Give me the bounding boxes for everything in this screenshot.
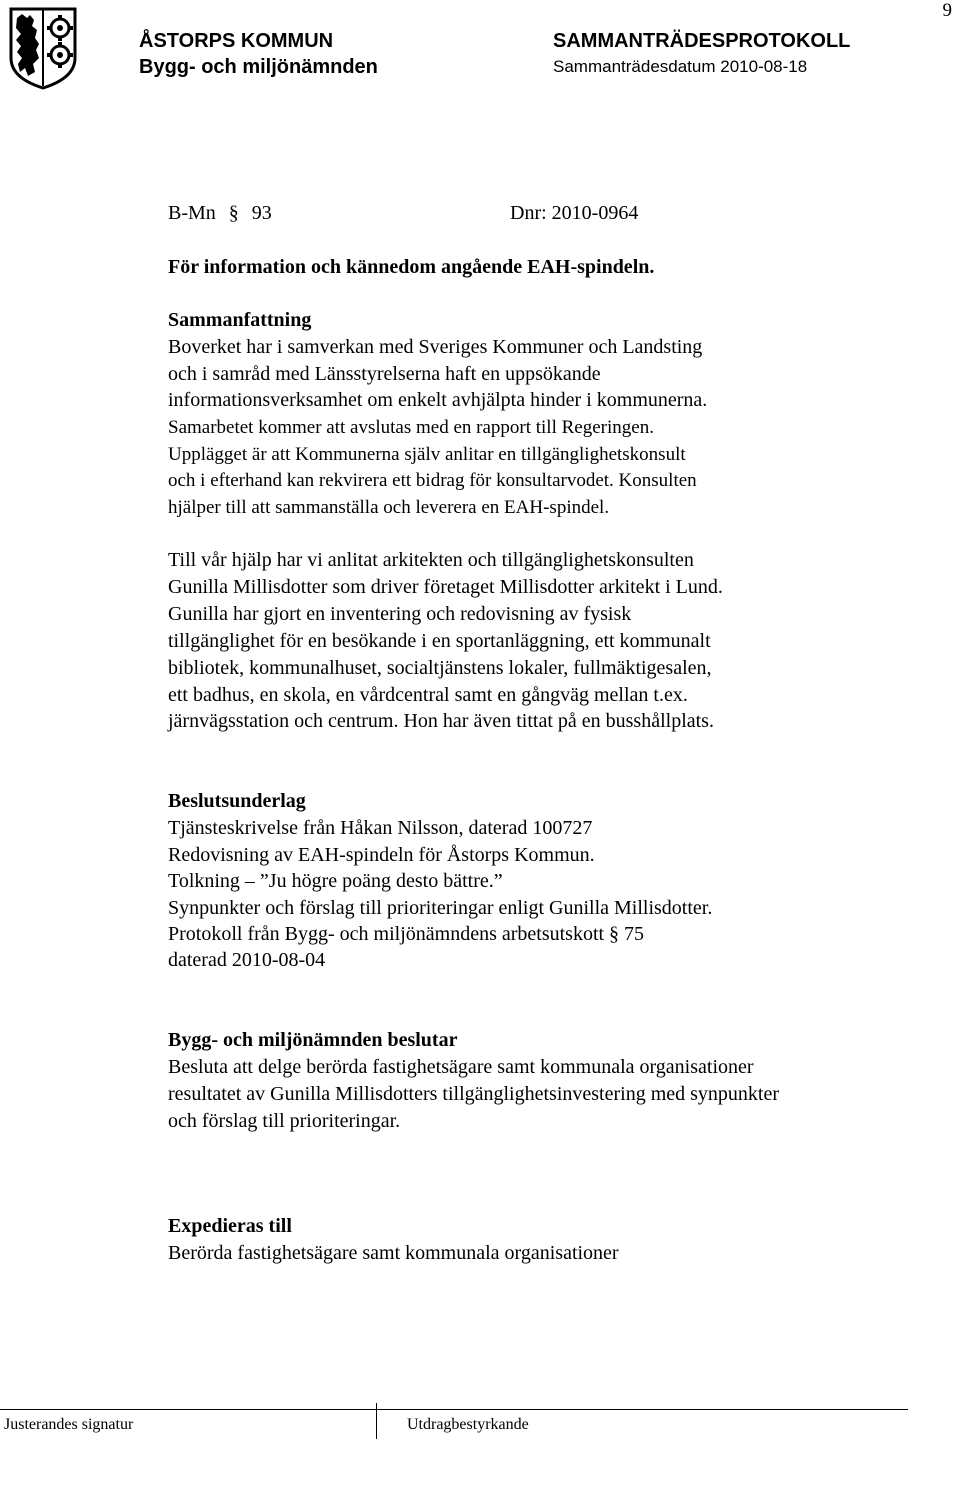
summary-heading: Sammanfattning — [168, 309, 312, 331]
case-title: För information och kännedom angående EAH-spindeln. — [168, 256, 655, 278]
summary-line: Upplägget är att Kommunerna själv anlitar en tillgänglighetskonsult — [168, 444, 686, 465]
organization-name: ÅSTORPS KOMMUN — [139, 30, 334, 52]
decision-line: och förslag till prioriteringar. — [168, 1110, 401, 1132]
signature-divider — [376, 1403, 377, 1439]
signature-rule — [0, 1409, 908, 1410]
basis-item: Tolkning – ”Ju högre poäng desto bättre.” — [168, 870, 503, 892]
meeting-date: Sammanträdesdatum 2010-08-18 — [553, 57, 808, 76]
dispatch-recipients: Berörda fastighetsägare samt kommunala organisationer — [168, 1242, 619, 1264]
summary-paragraph-line: Till vår hjälp har vi anlitat arkitekten och tillgänglighetskonsulten — [168, 549, 694, 571]
basis-item: Protokoll från Bygg- och miljönämndens arbetsutskott § 75 — [168, 923, 645, 945]
basis-item: Synpunkter och förslag till prioriteringar enligt Gunilla Millisdotter. — [168, 897, 713, 919]
page-number: 9 — [942, 0, 952, 21]
summary-line: informationsverksamhet om enkelt avhjälpta hinder i kommunerna. — [168, 389, 708, 411]
basis-item: daterad 2010-08-04 — [168, 949, 326, 971]
case-reference — [168, 202, 272, 225]
summary-paragraph-line: ett badhus, en skola, en vårdcentral samt en gångväg mellan t.ex. — [168, 684, 688, 706]
case-number: 93 — [251, 202, 272, 224]
summary-line: Boverket har i samverkan med Sveriges Kommuner och Landsting — [168, 336, 703, 358]
decision-line: Besluta att delge berörda fastighetsägare samt kommunala organisationer — [168, 1056, 754, 1078]
summary-paragraph-line: Gunilla har gjort en inventering och redovisning av fysisk — [168, 603, 632, 625]
case-dnr: Dnr: 2010-0964 — [510, 202, 639, 224]
committee-name: Bygg- och miljönämnden — [139, 56, 378, 78]
municipal-crest-icon — [8, 6, 78, 90]
utdragbestyrkande-label: Utdragbestyrkande — [407, 1416, 529, 1433]
section-symbol: § — [228, 202, 239, 224]
case-prefix: B-Mn — [168, 202, 216, 224]
summary-line: och i efterhand kan rekvirera ett bidrag för konsultarvodet. Konsulten — [168, 470, 697, 491]
basis-item: Tjänsteskrivelse från Håkan Nilsson, daterad 100727 — [168, 817, 593, 839]
summary-paragraph-line: Gunilla Millisdotter som driver företaget Millisdotter arkitekt i Lund. — [168, 576, 723, 598]
dispatch-heading: Expedieras till — [168, 1215, 292, 1237]
basis-heading: Beslutsunderlag — [168, 790, 306, 812]
summary-paragraph-line: bibliotek, kommunalhuset, socialtjänstens lokaler, fullmäktigesalen, — [168, 657, 712, 679]
summary-line: och i samråd med Länsstyrelserna haft en uppsökande — [168, 363, 601, 385]
decision-line: resultatet av Gunilla Millisdotters tillgänglighetsinvestering med synpunkter — [168, 1083, 780, 1105]
summary-paragraph-line: järnvägsstation och centrum. Hon har även tittat på en busshållplats. — [168, 710, 714, 732]
protocol-title: SAMMANTRÄDESPROTOKOLL — [553, 30, 851, 52]
summary-line: hjälper till att sammanställa och leverera en EAH-spindel. — [168, 497, 610, 518]
justerandes-signatur-label: Justerandes signatur — [4, 1416, 134, 1433]
basis-item: Redovisning av EAH-spindeln för Åstorps Kommun. — [168, 844, 595, 866]
decision-heading: Bygg- och miljönämnden beslutar — [168, 1029, 458, 1051]
summary-line: Samarbetet kommer att avslutas med en rapport till Regeringen. — [168, 417, 654, 438]
summary-paragraph-line: tillgänglighet för en besökande i en sportanläggning, ett kommunalt — [168, 630, 711, 652]
